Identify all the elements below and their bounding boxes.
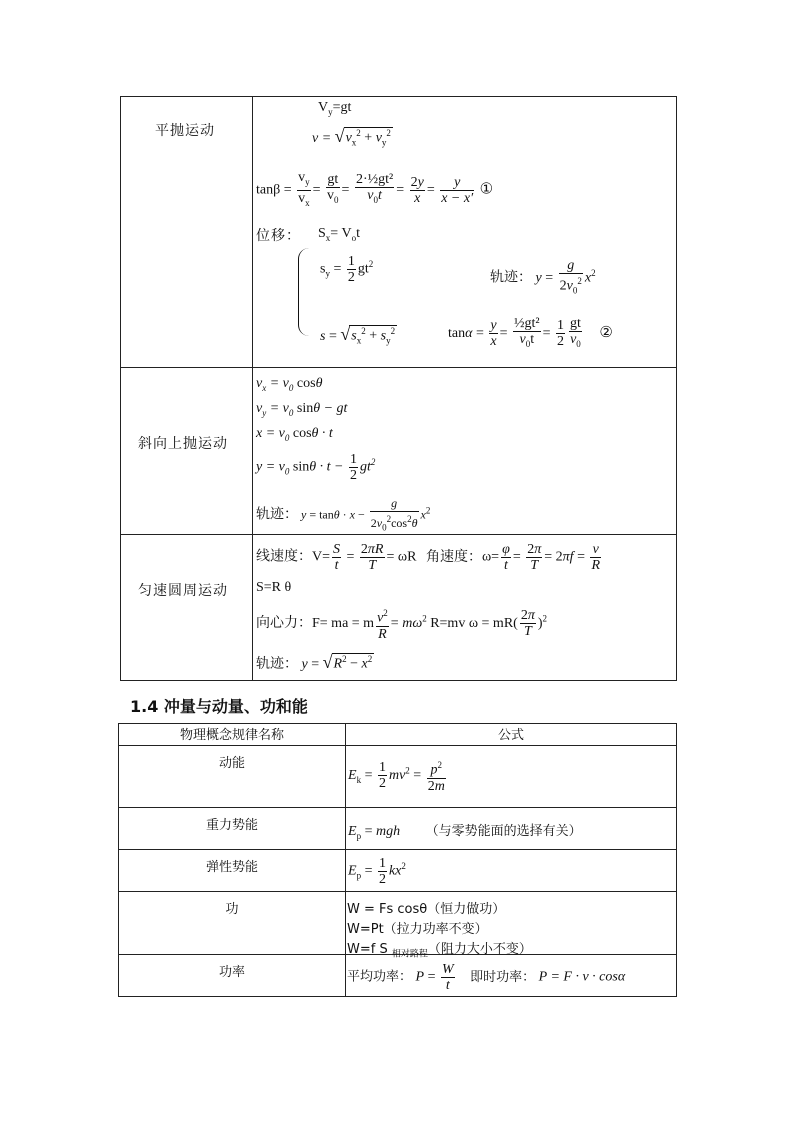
header-formula: 公式 — [346, 724, 677, 746]
name-kinetic-energy: 动能 — [119, 746, 346, 808]
header-name: 物理概念规律名称 — [119, 724, 346, 746]
eq-vx: $v_x = v_0$ cosθ — [256, 376, 323, 393]
name-power: 功率 — [119, 955, 346, 997]
eq-power: 平均功率： P = $\frac{W}{t}$ 即时功率： P = F · v · cosα — [347, 962, 626, 993]
eq-vy-oblique: $v_y = v_0$ sinθ − gt — [256, 401, 348, 418]
row-name-circular: 匀速圆周运动 — [138, 583, 228, 599]
displacement-label: 位移： — [256, 228, 301, 244]
eq-work-1: W = Fs cosθ（恒力做功） — [347, 902, 506, 917]
eq-s: $s = √s_x^2 + s_y^2$ — [320, 324, 396, 346]
section-title: 1.4 冲量与动量、功和能 — [130, 697, 308, 716]
eq-elastic-pe: $E_p$ = $\frac{1}{2}$ $kx^2$ — [348, 856, 406, 887]
eq-vy: $V_y=gt$ — [318, 100, 352, 117]
eq-linear-speed: 线速度：V= $\frac{S}{t}$ = $\frac{2\pi R}{T}$ = ωR 角速度：ω= $\frac{\varphi}{t}$ = $\frac{2\pi}{T}$ = 2πf = $\frac{v}{R}$ — [256, 542, 601, 573]
row-name-projectile: 平抛运动 — [155, 123, 215, 139]
eq-s-r-theta: S=R θ — [256, 580, 292, 595]
eq-v: $v = √v_x^2 + v_y^2$ — [312, 126, 391, 148]
name-work: 功 — [119, 892, 346, 955]
name-elastic-pe: 弹性势能 — [119, 850, 346, 892]
eq-kinetic-energy: $E_k$ = $\frac{1}{2}$ $mv^2$ = $\frac{p^2}{2m}$ — [348, 760, 445, 794]
eq-sx: $S_x= V_ot$ — [318, 226, 360, 243]
eq-tan-beta: tanβ = $\frac{v_y}{v_x}$ = $\frac{gt}{v_0}$ = $\frac{\text{2·½gt²}}{v_0t}$ = $\frac{2y}{x}$ = $\frac{y}{x - x'}$ ① — [256, 170, 494, 208]
row-name-cell — [121, 535, 253, 681]
eq-y: $y = v_0$ sinθ · t − $\frac{1}{2}$ $gt^2$ — [256, 452, 376, 483]
eq-x: $x = v_0$ cosθ · t — [256, 426, 333, 443]
row-name-oblique: 斜向上抛运动 — [138, 436, 228, 452]
eq-tan-alpha: tanα = $\frac{y}{x}$ = $\frac{\text{½gt²}}{v_0t}$ = $\frac{1}{2}$ $\frac{gt}{v_0}$ ② — [448, 316, 613, 350]
eq-centripetal: 向心力：F= ma = m $\frac{v^2}{R}$ = $m\omega^2$ R=mv ω = mR( $\frac{2\pi}{T}$ )$^2$ — [256, 608, 548, 642]
eq-work-3: W=f S $_{相对路程}$（阻力大小不变） — [347, 942, 532, 960]
eq-sy: $s_y$ = $\frac{1}{2}$ $gt^2$ — [320, 254, 374, 285]
eq-work-2: W=Pt（拉力功率不变） — [347, 922, 488, 937]
eq-trajectory: 轨迹： y = $\frac{g}{2v_0^2}$ $x^2$ — [490, 258, 596, 296]
brace-symbol — [298, 248, 309, 336]
name-gravity-pe: 重力势能 — [119, 808, 346, 850]
eq-trajectory-circle: 轨迹： $y = √R^2 - x^2$ — [256, 652, 373, 672]
eq-gravity-pe: $E_p$ = mgh （与零势能面的选择有关） — [348, 824, 582, 841]
eq-trajectory-oblique: 轨迹： y = tanθ · x − $\frac{g}{2v_0^2\cos^2\theta}$ $x^2$ — [256, 496, 431, 533]
